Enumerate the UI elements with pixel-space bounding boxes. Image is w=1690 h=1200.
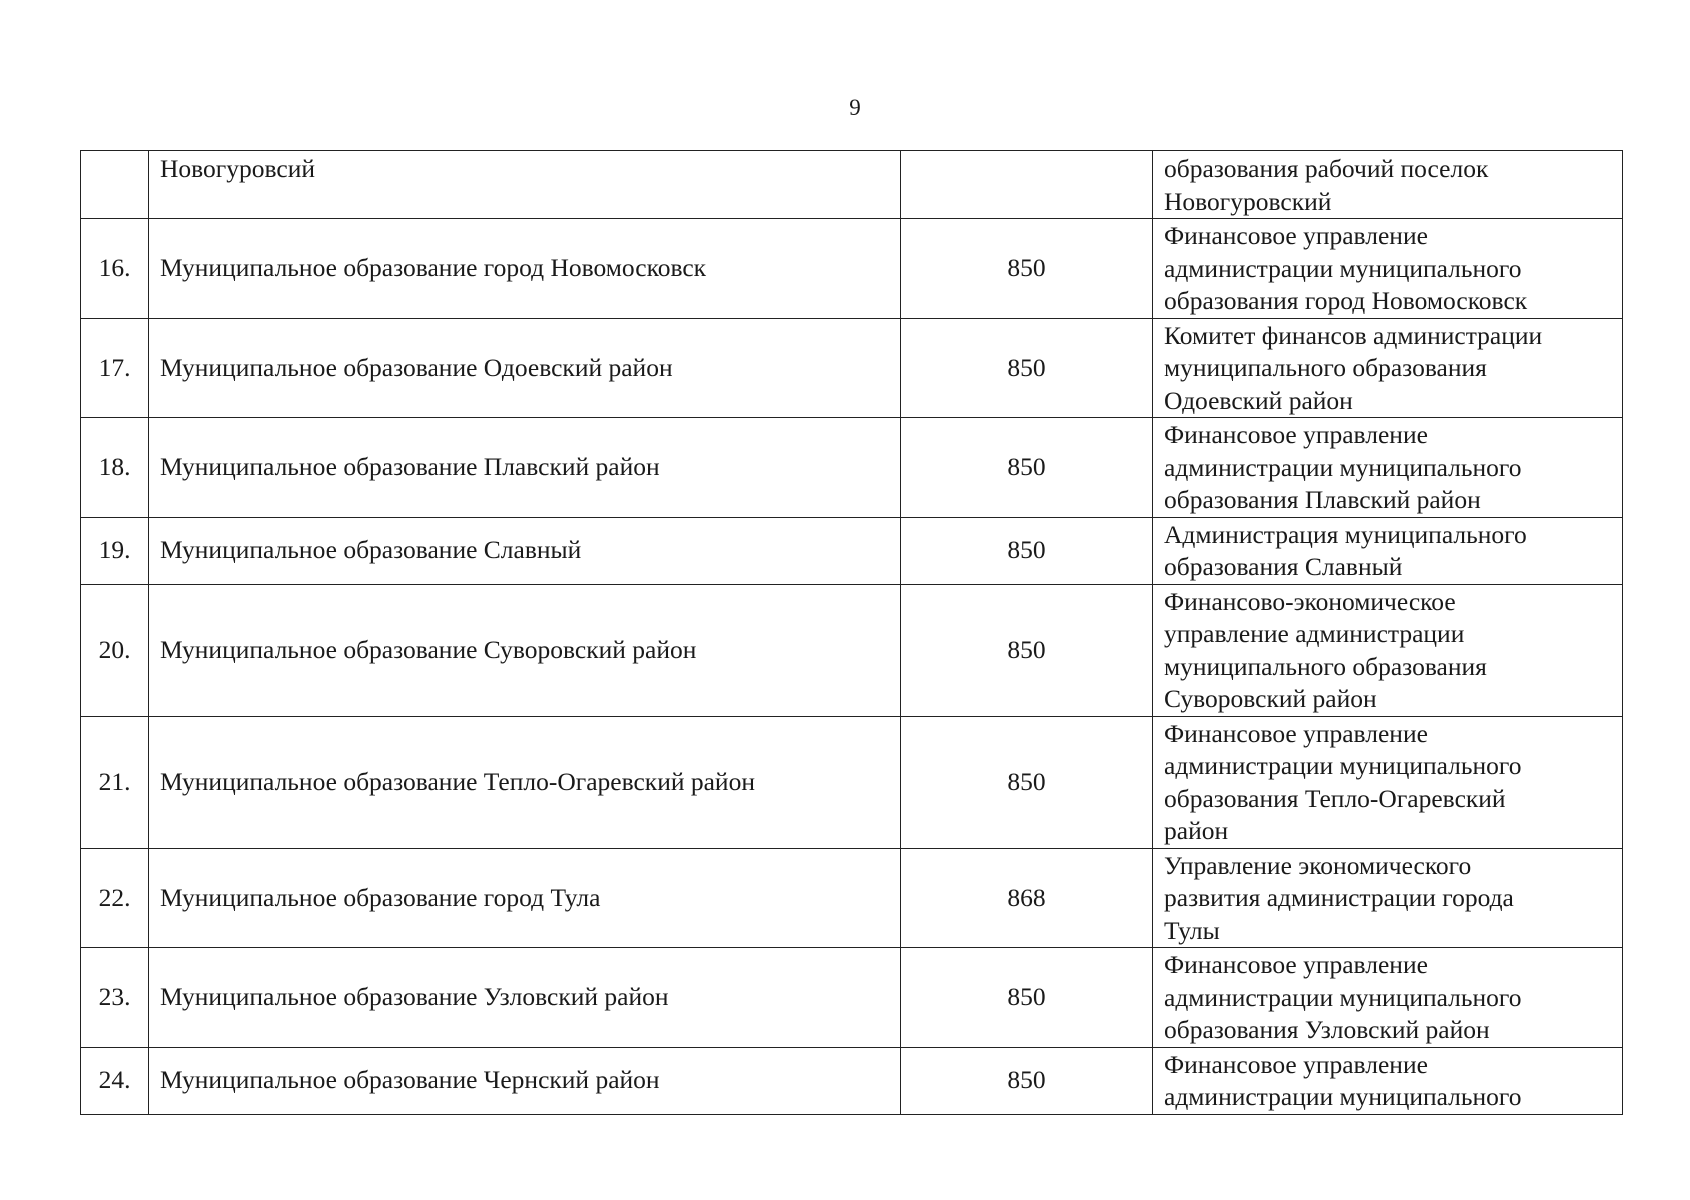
row-number: 22.: [81, 848, 149, 948]
municipalities-table: [80, 150, 1623, 1115]
administrator-line: Одоевский район: [1164, 385, 1353, 415]
row-number: 18.: [81, 418, 149, 518]
administrator-line: район: [1164, 816, 1229, 845]
row-number: 19.: [81, 517, 149, 584]
administrator-cell: [1153, 716, 1623, 848]
administrator-line: образования Плавский район: [1164, 485, 1481, 514]
page-number: 9: [849, 95, 861, 120]
administrator-line: образования Славный: [1164, 552, 1403, 581]
administrator-cell: [1153, 151, 1623, 219]
administrator-line: Финансовое управление: [1164, 1049, 1428, 1079]
table-row: [81, 948, 1623, 1048]
row-number: 20.: [81, 584, 149, 716]
code-cell: 850: [901, 716, 1153, 848]
municipality-name: Муниципальное образование Тепло-Огаревский район: [149, 716, 901, 848]
table-row: [81, 848, 1623, 948]
code-cell: [901, 151, 1153, 219]
administrator-line: Суворовский район: [1164, 684, 1377, 713]
administrator-line: Финансовое управление: [1164, 221, 1428, 250]
administrator-cell: [1153, 948, 1623, 1048]
administrator-line: Новогуровский: [1164, 186, 1332, 216]
table-row: [81, 517, 1623, 584]
administrator-cell: [1153, 1047, 1623, 1114]
administrator-line: Администрация муниципального: [1164, 519, 1527, 549]
row-number: [81, 151, 149, 219]
code-cell: 850: [901, 219, 1153, 319]
table-row: [81, 584, 1623, 716]
code-cell: 850: [901, 948, 1153, 1048]
municipality-name: Муниципальное образование Одоевский район: [149, 318, 901, 418]
administrator-line: образования город Новомосковск: [1164, 286, 1528, 315]
code-cell: 850: [901, 418, 1153, 518]
administrator-line: муниципального образования: [1164, 651, 1487, 681]
municipality-name: Муниципальное образование Узловский район: [149, 948, 901, 1048]
municipality-name: Муниципальное образование город Новомосковск: [149, 219, 901, 319]
municipality-name: Муниципальное образование Плавский район: [149, 418, 901, 518]
administrator-line: администрации муниципального: [1164, 982, 1522, 1012]
administrator-line: Тулы: [1164, 915, 1220, 945]
row-number: 16.: [81, 219, 149, 319]
administrator-line: Финансово-экономическое: [1164, 586, 1456, 616]
row-number: 23.: [81, 948, 149, 1048]
table-row: [81, 318, 1623, 418]
municipality-name: Муниципальное образование город Тула: [149, 848, 901, 948]
municipality-name: Новогуровсий: [149, 151, 901, 219]
administrator-line: Финансовое управление: [1164, 950, 1428, 979]
administrator-line: образования рабочий поселок: [1164, 154, 1489, 183]
code-cell: 850: [901, 318, 1153, 418]
administrator-cell: [1153, 318, 1623, 418]
administrator-line: администрации муниципального: [1164, 452, 1522, 482]
administrator-cell: [1153, 219, 1623, 319]
administrator-cell: [1153, 517, 1623, 584]
municipality-name: Муниципальное образование Чернский район: [149, 1047, 901, 1114]
administrator-cell: [1153, 418, 1623, 518]
table-row: [81, 151, 1623, 219]
row-number: 17.: [81, 318, 149, 418]
municipality-name: Муниципальное образование Суворовский район: [149, 584, 901, 716]
table-row: [81, 1047, 1623, 1114]
administrator-line: Финансовое управление: [1164, 420, 1428, 449]
administrator-cell: [1153, 584, 1623, 716]
administrator-line: образования Тепло-Огаревский: [1164, 783, 1506, 813]
administrator-line: Управление экономического: [1164, 850, 1472, 880]
table-row: [81, 716, 1623, 848]
table-row: [81, 219, 1623, 319]
row-number: 21.: [81, 716, 149, 848]
administrator-line: администрации муниципального: [1164, 253, 1522, 283]
administrator-line: управление администрации: [1164, 619, 1465, 648]
code-cell: 868: [901, 848, 1153, 948]
administrator-line: образования Узловский район: [1164, 1015, 1490, 1044]
code-cell: 850: [901, 1047, 1153, 1114]
administrator-line: Комитет финансов администрации: [1164, 320, 1543, 350]
code-cell: 850: [901, 517, 1153, 584]
administrator-cell: [1153, 848, 1623, 948]
municipality-name: Муниципальное образование Славный: [149, 517, 901, 584]
administrator-line: Финансовое управление: [1164, 718, 1428, 748]
administrator-line: администрации муниципального: [1164, 751, 1522, 780]
administrator-line: администрации муниципального: [1164, 1082, 1522, 1111]
administrator-line: развития администрации города: [1164, 883, 1514, 912]
row-number: 24.: [81, 1047, 149, 1114]
administrator-line: муниципального образования: [1164, 353, 1487, 382]
table-row: [81, 418, 1623, 518]
code-cell: 850: [901, 584, 1153, 716]
